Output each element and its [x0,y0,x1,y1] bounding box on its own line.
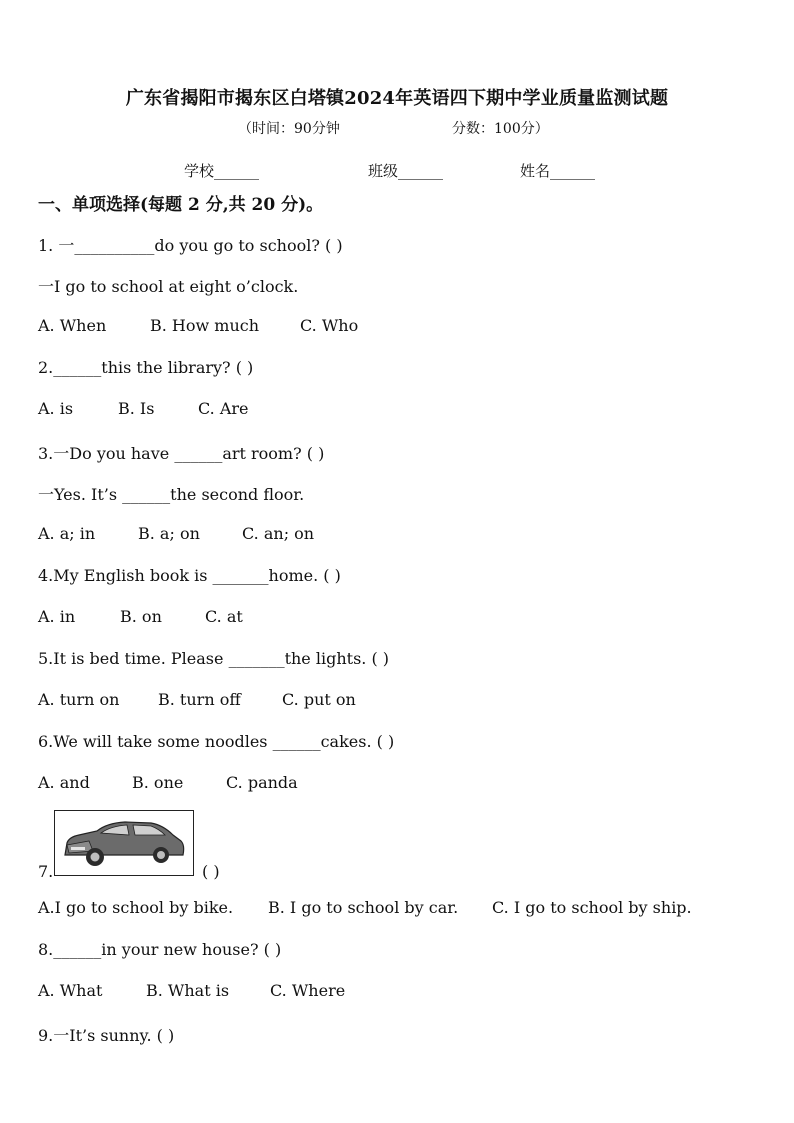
question-3-stem: 3.一Do you have ______art room? ( ) [38,444,325,463]
exam-score: 分数：100分） [452,121,549,137]
question-7-option-b: B. I go to school by car. [268,898,459,917]
question-8-option-c: C. Where [270,981,346,1000]
question-8-option-b: B. What is [146,981,230,1000]
question-6-option-c: C. panda [226,773,298,792]
question-3-reply: 一Yes. It’s ______the second floor. [38,485,305,504]
question-1-option-a: A. When [38,316,107,335]
question-6-stem: 6.We will take some noodles ______cakes. ( ) [38,732,395,751]
question-9-stem: 9.一It’s sunny. ( ) [38,1026,175,1045]
question-4-option-a: A. in [38,607,76,626]
question-6-option-b: B. one [132,773,184,792]
question-3-option-c: C. an; on [242,524,315,543]
page-title: 广东省揭阳市揭东区白塔镇2024年英语四下期中学业质量监测试题 [125,88,669,109]
class-field: 班级______ [368,162,444,180]
school-field: 学校______ [184,162,260,180]
question-2-option-c: C. Are [198,399,249,418]
question-5-option-c: C. put on [282,690,356,709]
question-8-option-a: A. What [38,981,103,1000]
question-2-stem: 2.______this the library? ( ) [38,358,254,377]
question-7-option-c: C. I go to school by ship. [492,898,692,917]
section-heading: 一、单项选择(每题 2 分,共 20 分)。 [38,195,324,215]
question-1-option-c: C. Who [300,316,359,335]
question-6-option-a: A. and [38,773,90,792]
question-7-option-a: A.I go to school by bike. [38,898,234,917]
question-3-option-b: B. a; on [138,524,200,543]
question-1-option-b: B. How much [150,316,260,335]
question-2-option-a: A. is [38,399,74,418]
question-1-reply: 一I go to school at eight o’clock. [38,277,299,296]
question-8-stem: 8.______in your new house? ( ) [38,940,282,959]
car-picture [54,810,194,876]
question-4-option-c: C. at [205,607,243,626]
question-7-answer-paren: ( ) [202,862,220,881]
name-field: 姓名______ [520,162,596,180]
question-2-option-b: B. Is [118,399,155,418]
question-5-stem: 5.It is bed time. Please _______the lights. ( ) [38,649,390,668]
exam-time: （时间：90分钟 [238,121,340,137]
question-5-option-a: A. turn on [38,690,120,709]
car-icon [55,811,193,875]
question-1-stem: 1. 一__________do you go to school? ( ) [38,236,343,255]
question-3-option-a: A. a; in [38,524,96,543]
question-4-stem: 4.My English book is _______home. ( ) [38,566,341,585]
question-5-option-b: B. turn off [158,690,241,709]
question-4-option-b: B. on [120,607,162,626]
question-7-number: 7. [38,862,54,881]
